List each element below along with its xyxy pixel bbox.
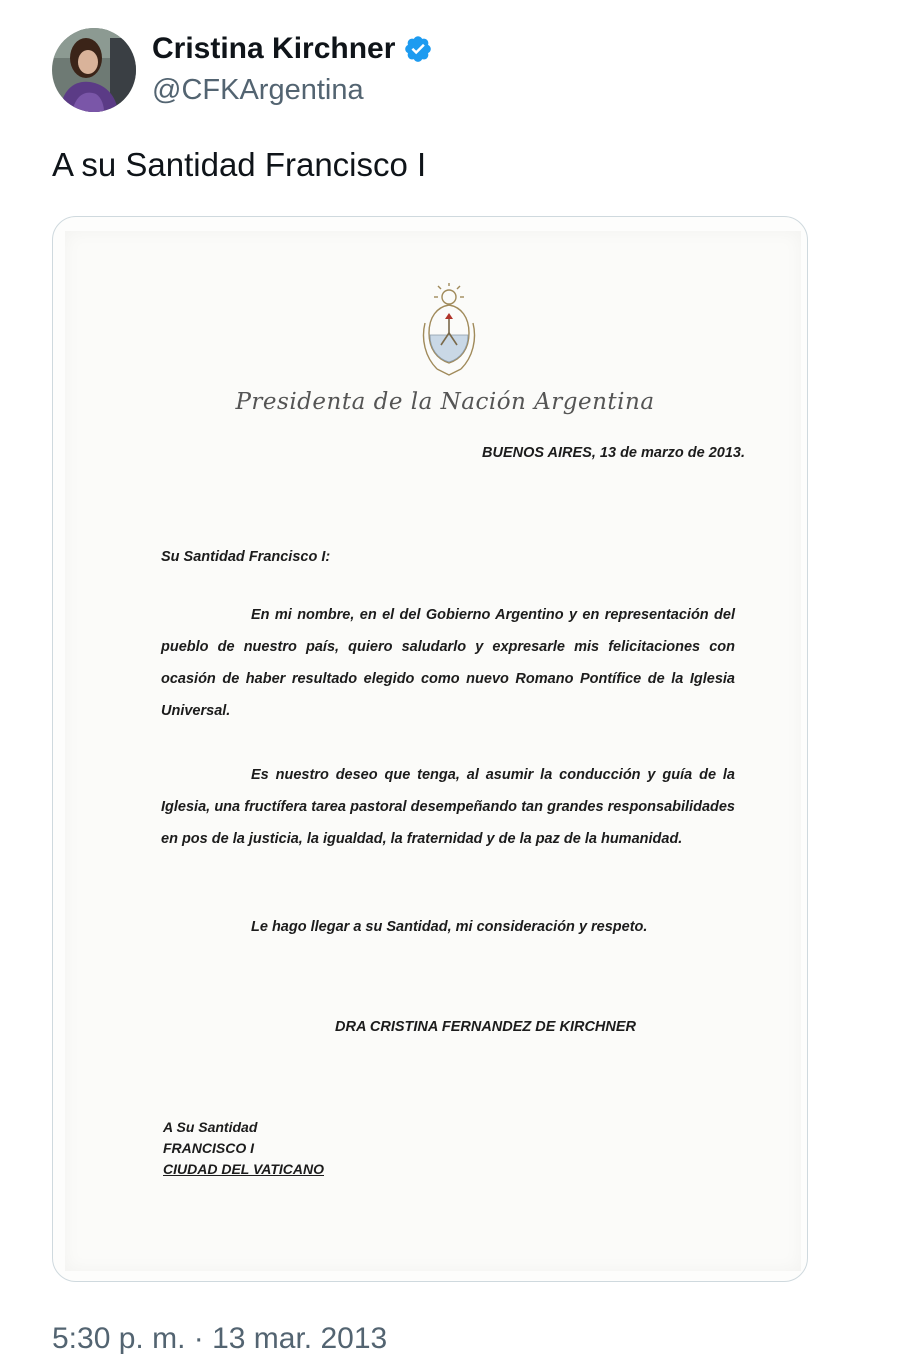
recipient-line: CIUDAD DEL VATICANO: [163, 1161, 324, 1177]
letter-closing: Le hago llegar a su Santidad, mi consideración y respeto.: [251, 919, 648, 935]
letter-paragraph: En mi nombre, en el del Gobierno Argentino y en representación del pueblo de nuestro país, quiero saludarlo y expresarle mis felicitaciones con ocasión de haber resultado elegido como nuevo Romano Pontífice de la Iglesia Universal.: [161, 607, 735, 719]
letter-recipient-block: [163, 1117, 324, 1180]
author-display-name[interactable]: Cristina Kirchner: [152, 32, 396, 65]
letter-signature: DRA CRISTINA FERNANDEZ DE KIRCHNER: [335, 1019, 637, 1035]
author-name-row[interactable]: [152, 32, 433, 66]
tweet-media-image[interactable]: [52, 216, 808, 1282]
avatar[interactable]: [52, 28, 136, 112]
letter-document: [65, 231, 801, 1271]
office-title: Presidenta de la Nación Argentina: [235, 389, 655, 415]
avatar-photo: [52, 28, 136, 112]
author-handle[interactable]: @CFKArgentina: [152, 74, 364, 106]
national-coat-of-arms-icon: [419, 283, 479, 377]
letter-salutation: Su Santidad Francisco I:: [161, 549, 331, 565]
letter-paragraph: Es nuestro deseo que tenga, al asumir la conducción y guía de la Iglesia, una fructífera tarea pastoral desempeñando tan grandes responsabilidades en pos de la justicia, la igualdad, la fraternidad y de la paz de la humanidad.: [161, 767, 735, 847]
verified-badge-icon: [403, 34, 433, 64]
letter-date-line: BUENOS AIRES, 13 de marzo de 2013.: [482, 445, 745, 461]
tweet-timestamp[interactable]: 5:30 p. m. · 13 mar. 2013: [52, 1322, 388, 1355]
recipient-line: FRANCISCO I: [163, 1140, 254, 1156]
recipient-line: A Su Santidad: [163, 1119, 258, 1135]
tweet-text: A su Santidad Francisco I: [52, 146, 427, 183]
